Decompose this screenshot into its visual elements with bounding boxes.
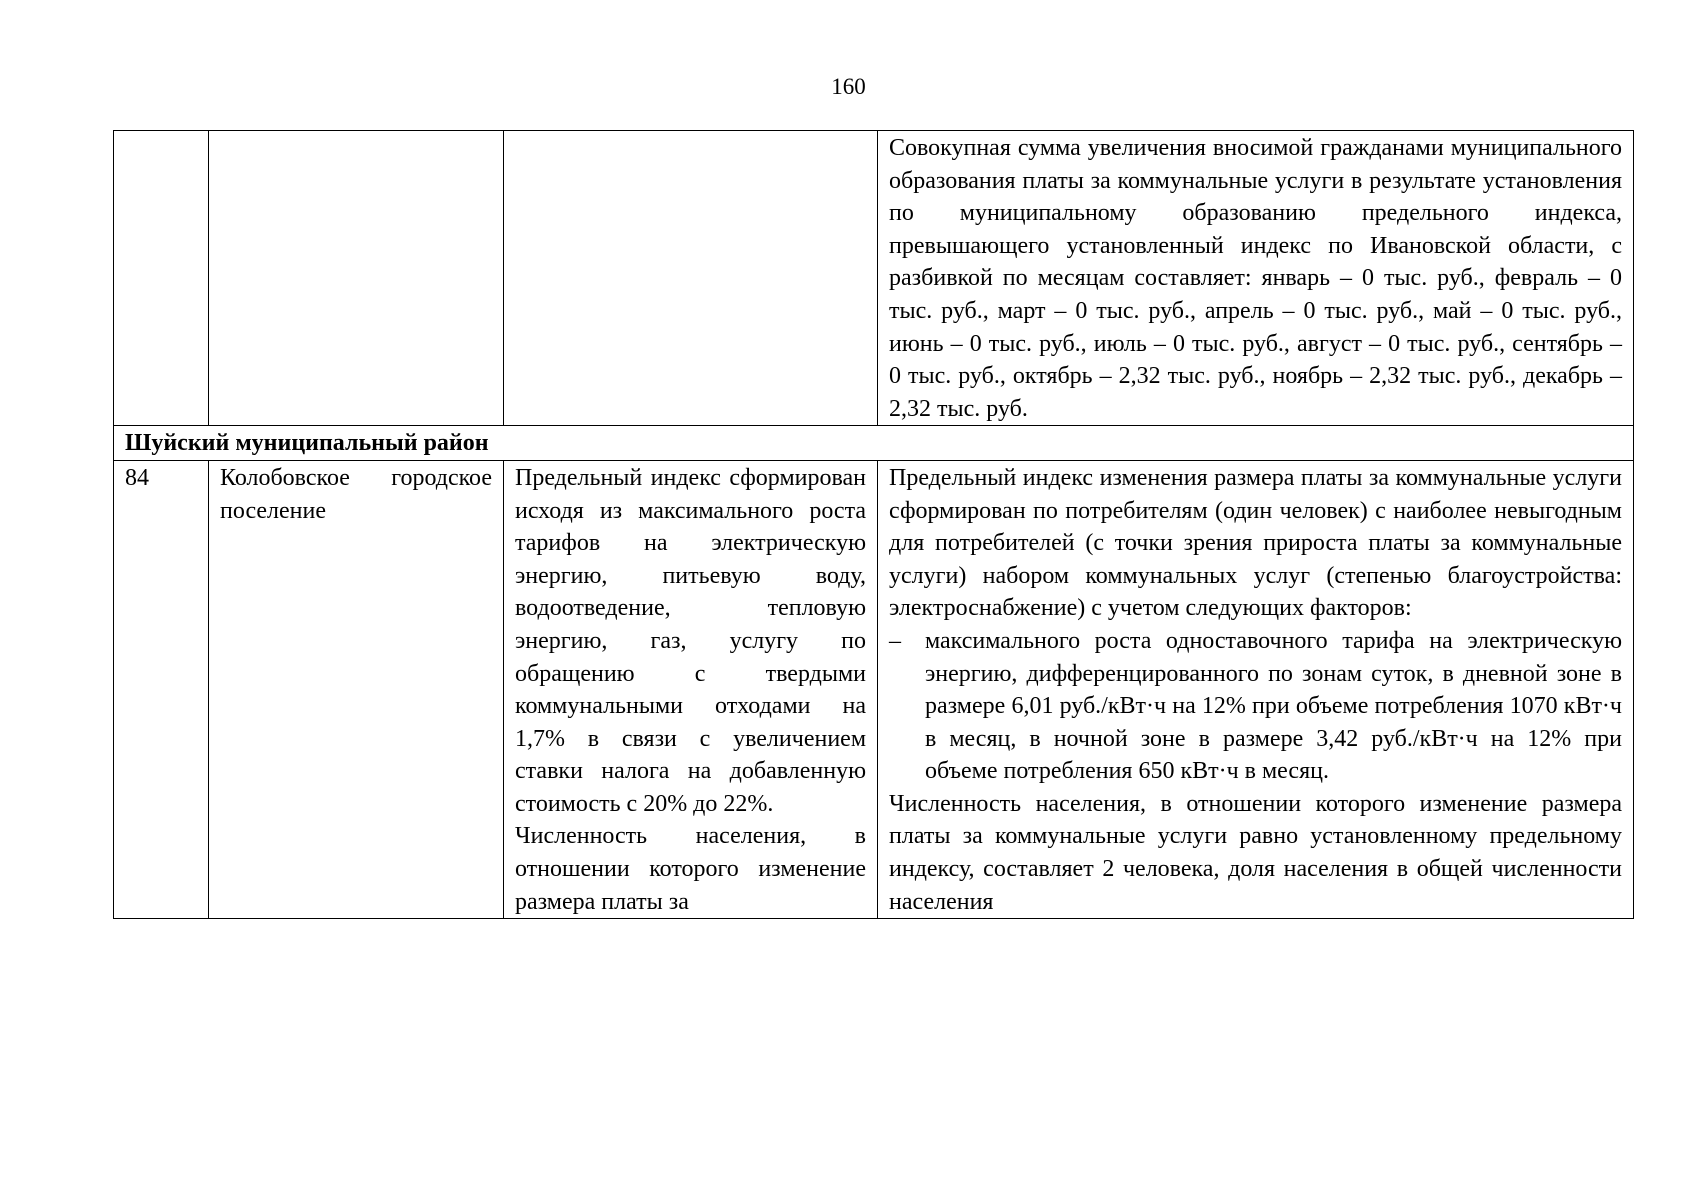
table-row-continued xyxy=(114,131,1634,426)
cell-municipality-empty xyxy=(209,131,504,426)
cell-number-empty xyxy=(114,131,209,426)
description-intro: Предельный индекс изменения размера платы за коммунальные услуги сформирован по потребителям (один человек) с наиболее невыгодным для потребителей (с точки зрения прироста платы за коммунальные услуги) набором коммунальных услуг (степенью благоустройства: электроснабжение) с учетом следующих факторов: xyxy=(889,464,1622,622)
table-row-84 xyxy=(114,460,1634,918)
cell-description-84 xyxy=(878,460,1634,918)
total-increase-text: Совокупная сумма увеличения вносимой гражданами муниципального образования платы за коммунальные услуги в результате установления по муниципальному образованию предельного индекса, превышающего установленный индекс по Ивановской области, с разбивкой по месяцам составляет: январь – 0 тыс. руб., февраль – 0 тыс. руб., март – 0 тыс. руб., апрель – 0 тыс. руб., май – 0 тыс. руб., июнь – 0 тыс. руб., июль – 0 тыс. руб., август – 0 тыс. руб., сентябрь – 0 тыс. руб., октябрь – 2,32 тыс. руб., ноябрь – 2,32 тыс. руб., декабрь – 2,32 тыс. руб. xyxy=(889,135,1622,422)
municipality-name: Колобовское городское поселение xyxy=(209,460,504,918)
page-number: 160 xyxy=(831,74,866,99)
tariff-index-table xyxy=(113,130,1634,919)
row-number: 84 xyxy=(114,460,209,918)
factor-text: максимального роста одноставочного тарифа на электрическую энергию, дифференцированного по зонам суток, в дневной зоне в размере 6,01 руб./кВт·ч на 12% при объеме потребления 1070 кВт·ч в месяц, в ночной зоне в размере 3,42 руб./кВт·ч на 12% при объеме потребления 650 кВт·ч в месяц. xyxy=(925,627,1622,785)
population-text: Численность населения, в отношении которого изменение размера платы за коммунальные услуги равно установленному предельному индексу, составляет 2 человека, доля населения в общей численности населения xyxy=(889,790,1622,915)
factor-bullet xyxy=(889,625,1622,788)
basis-paragraph-1: Предельный индекс сформирован исходя из максимального роста тарифов на электрическую энергию, питьевую воду, водоотведение, тепловую энергию, газ, услугу по обращению с твердыми коммунальными отходами на 1,7% в связи с увеличением ставки налога на добавленную стоимость с 20% до 22%. xyxy=(515,464,866,817)
section-title: Шуйский муниципальный район xyxy=(114,426,1634,461)
basis-paragraph-2: Численность населения, в отношении которого изменение размера платы за xyxy=(515,823,866,915)
table-row-section xyxy=(114,426,1634,461)
cell-description xyxy=(878,131,1634,426)
cell-basis xyxy=(504,460,878,918)
bullet-dash: – xyxy=(889,627,901,654)
cell-basis-empty xyxy=(504,131,878,426)
